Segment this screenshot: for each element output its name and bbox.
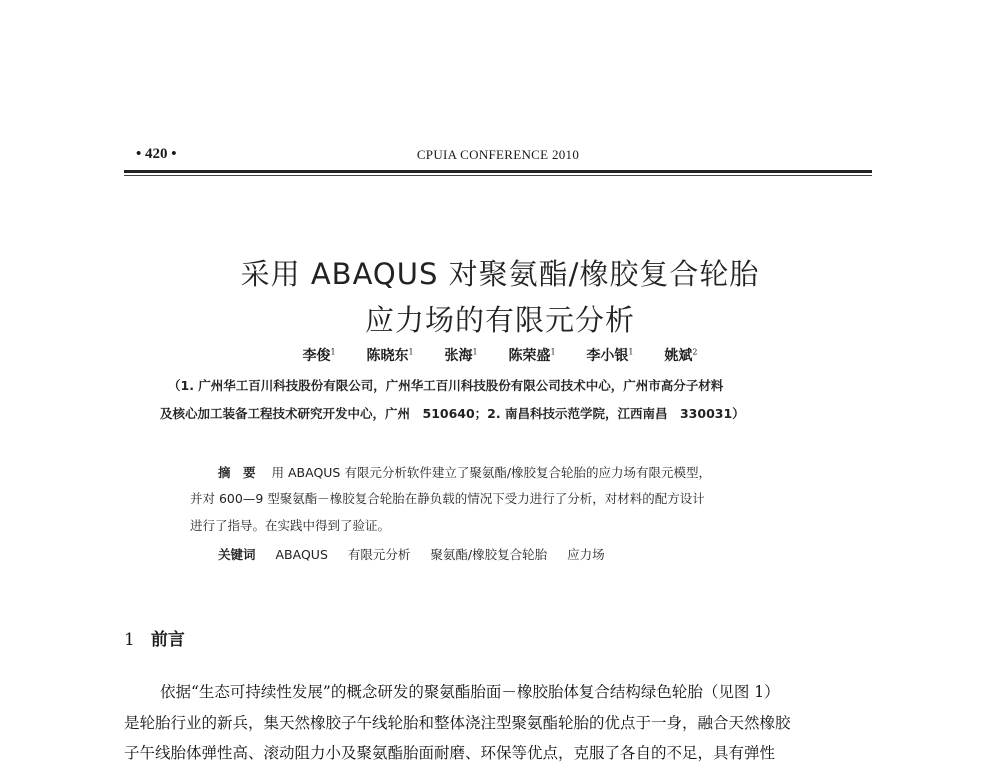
affiliation-line-2: 及核心加工装备工程技术研究开发中心，广州 510640；2. 南昌科技示范学院，江西南昌 330031） xyxy=(160,406,745,421)
keyword: 聚氨酯/橡胶复合轮胎 xyxy=(430,547,548,562)
author: 陈荣盛$^1$ xyxy=(508,347,556,364)
keyword: 有限元分析 xyxy=(347,547,411,562)
abstract-text: 用 ABAQUS 有限元分析软件建立了聚氨酯/橡胶复合轮胎的应力场有限元模型， xyxy=(271,465,712,480)
affiliation-line-1: （1. 广州华工百川科技股份有限公司，广州华工百川科技股份有限公司技术中心，广州市高分子材料 xyxy=(168,378,724,393)
abstract-line-1 xyxy=(218,463,711,481)
author: 李俊$^1$ xyxy=(302,347,336,364)
keyword: ABAQUS xyxy=(275,547,328,562)
section-title: 前言 xyxy=(150,630,185,650)
author: 李小银$^1$ xyxy=(586,347,634,364)
body-line-2: 是轮胎行业的新兵，集天然橡胶子午线轮胎和整体浇注型聚氨酯轮胎的优点于一身，融合天然橡胶 xyxy=(124,714,791,732)
page-number: • 420 • xyxy=(136,146,177,162)
section-heading xyxy=(124,625,185,650)
author: 张海$^1$ xyxy=(444,347,478,364)
body-line-3: 子午线胎体弹性高、滚动阻力小及聚氨酯胎面耐磨、环保等优点，克服了各自的不足，具有弹性 xyxy=(124,744,776,762)
author-list xyxy=(250,345,750,365)
keywords xyxy=(218,545,621,563)
paper-title-line-2: 应力场的有限元分析 xyxy=(364,303,635,337)
abstract-line-3: 进行了指导。在实践中得到了验证。 xyxy=(190,518,391,533)
paper-title-line-1: 采用 ABAQUS 对聚氨酯/橡胶复合轮胎 xyxy=(240,257,760,291)
running-header xyxy=(124,142,872,168)
header-rule-thick xyxy=(124,170,872,173)
keyword: 应力场 xyxy=(567,547,605,562)
abstract-label: 摘 要 xyxy=(218,465,256,480)
abstract-line-2: 并对 600—9 型聚氨酯－橡胶复合轮胎在静负载的情况下受力进行了分析，对材料的配方设计 xyxy=(190,491,705,506)
author: 姚斌$^2$ xyxy=(664,347,698,364)
journal-name: CPUIA CONFERENCE 2010 xyxy=(416,147,580,162)
body-line-1: 依据“生态可持续性发展”的概念研发的聚氨酯胎面－橡胶胎体复合结构绿色轮胎（见图 1） xyxy=(160,683,780,701)
author: 陈晓东$^1$ xyxy=(366,347,414,364)
keywords-label: 关键词 xyxy=(218,547,256,562)
section-number: 1 xyxy=(124,630,135,650)
header-rule-thin xyxy=(124,175,872,176)
